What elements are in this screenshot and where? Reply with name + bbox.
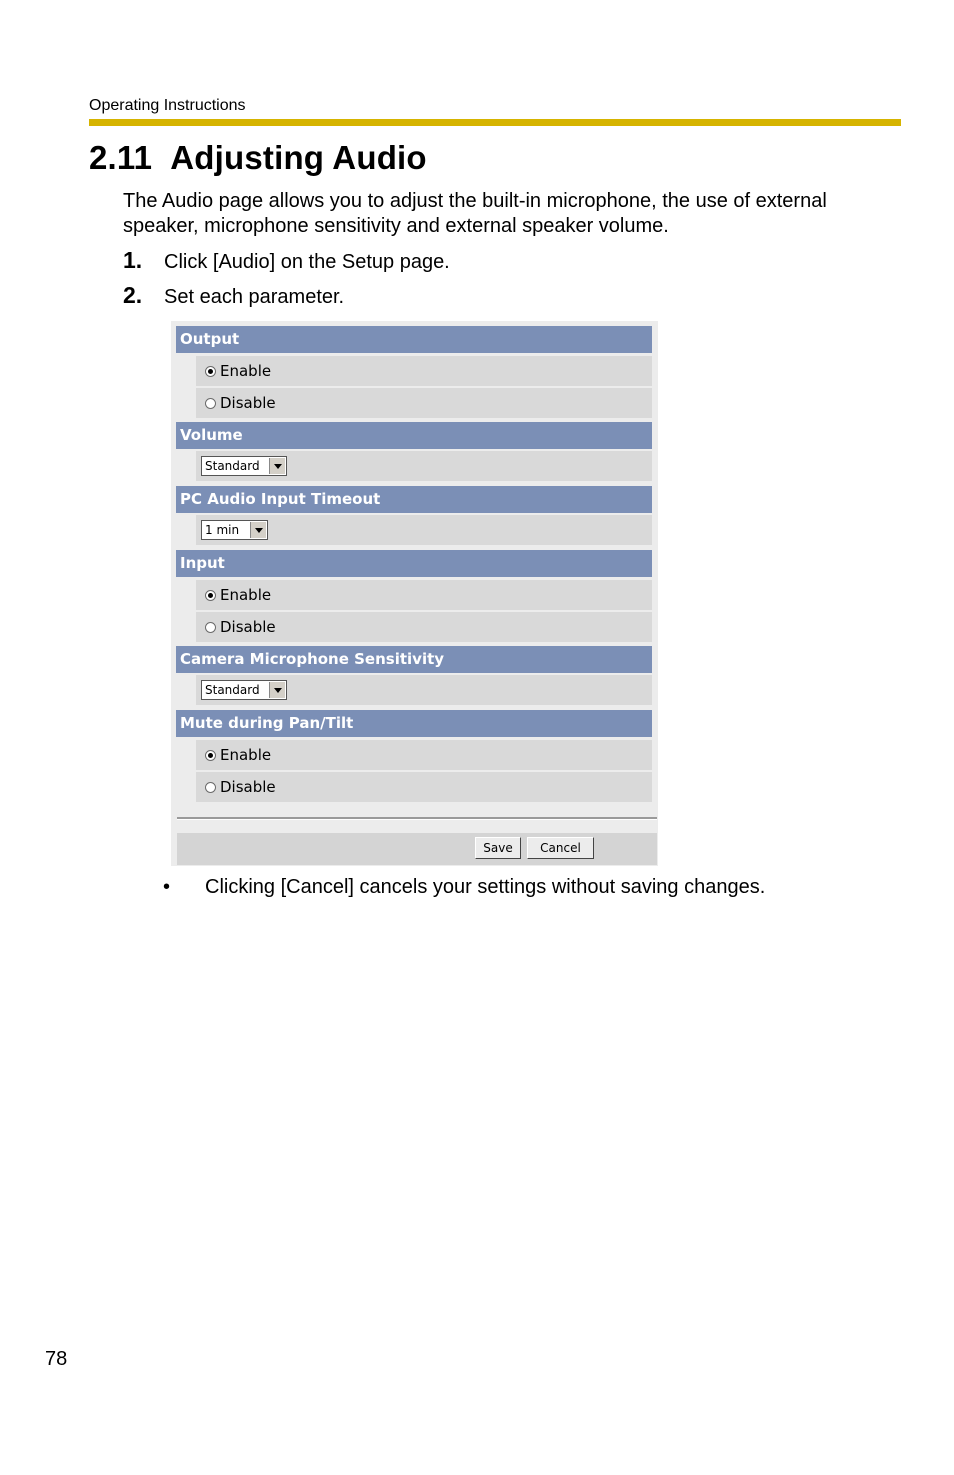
output-heading: Output [176,326,652,353]
option-label: Enable [220,586,272,604]
volume-select[interactable] [201,456,287,476]
input-enable-option[interactable] [196,580,652,610]
select-value: Standard [205,683,260,697]
radio-unselected-icon[interactable] [205,398,216,409]
select-value: 1 min [205,523,240,537]
radio-selected-icon[interactable] [205,366,216,377]
radio-selected-icon[interactable] [205,590,216,601]
option-label: Disable [220,778,276,796]
mute-disable-option[interactable] [196,772,652,802]
note-text: Clicking [Cancel] cancels your settings without saving changes. [205,876,766,898]
volume-heading: Volume [176,422,652,449]
output-disable-option[interactable] [196,388,652,418]
step-number: 2. [123,282,143,308]
sensitivity-row [196,675,652,705]
timeout-select[interactable] [201,520,268,540]
section-number: 2.11 [89,139,153,176]
option-label: Disable [220,618,276,636]
option-label: Enable [220,746,272,764]
section-title [89,139,427,177]
audio-settings-screenshot [171,321,658,866]
option-label: Disable [220,394,276,412]
dropdown-arrow-icon[interactable] [250,522,266,538]
mute-enable-option[interactable] [196,740,652,770]
sensitivity-heading: Camera Microphone Sensitivity [176,646,652,673]
cancel-button[interactable]: Cancel [527,837,594,859]
step-number: 1. [123,247,143,273]
volume-row [196,451,652,481]
page-number: 78 [45,1348,68,1370]
output-enable-option[interactable] [196,356,652,386]
header-rule [89,119,901,126]
bullet-icon: • [163,876,171,898]
button-bar [177,833,657,865]
timeout-heading: PC Audio Input Timeout [176,486,652,513]
sensitivity-select[interactable] [201,680,287,700]
radio-unselected-icon[interactable] [205,622,216,633]
dropdown-arrow-icon[interactable] [269,458,285,474]
divider [177,817,657,820]
timeout-row [196,515,652,545]
radio-unselected-icon[interactable] [205,782,216,793]
radio-selected-icon[interactable] [205,750,216,761]
input-heading: Input [176,550,652,577]
mute-heading: Mute during Pan/Tilt [176,710,652,737]
intro-paragraph: The Audio page allows you to adjust the built-in microphone, the use of external speaker, microphone sensitivity and external speaker volume. [123,190,827,237]
save-button[interactable]: Save [475,837,521,859]
section-title-text: Adjusting Audio [170,139,427,176]
running-header: Operating Instructions [89,97,246,114]
input-disable-option[interactable] [196,612,652,642]
select-value: Standard [205,459,260,473]
option-label: Enable [220,362,272,380]
dropdown-arrow-icon[interactable] [269,682,285,698]
step-text: Click [Audio] on the Setup page. [164,251,450,273]
step-text: Set each parameter. [164,286,345,308]
